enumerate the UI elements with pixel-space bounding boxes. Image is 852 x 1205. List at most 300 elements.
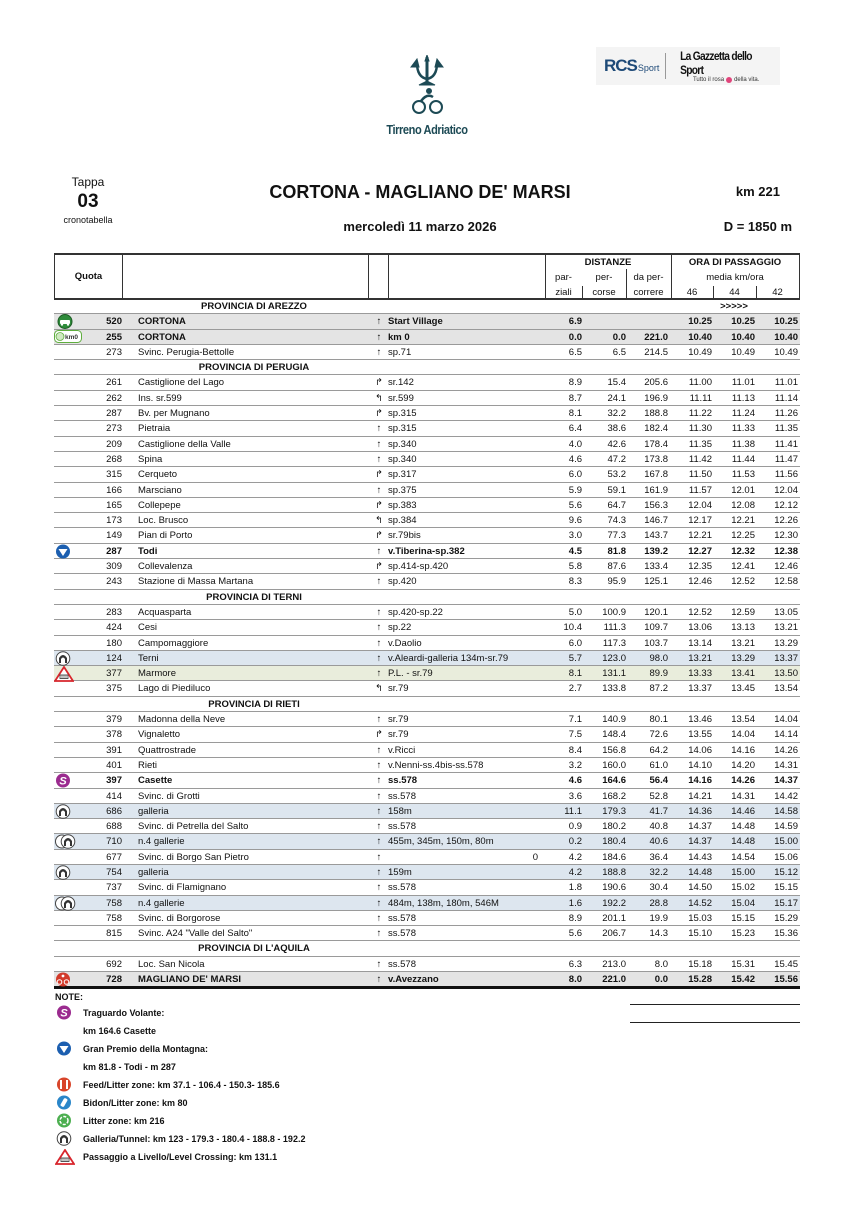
road-name: v.Ricci [388,744,416,756]
location-name: Svinc. di Borgo San Pietro [138,851,249,863]
altitude: 173 [106,515,122,527]
distance-remaining: 40.8 [649,821,668,833]
time-46kmh: 14.48 [688,866,712,878]
table-row [54,681,800,696]
distance-covered: 87.6 [607,561,626,573]
note-text: Feed/Litter zone: km 37.1 - 106.4 - 150.3- 185.6 [83,1080,280,1090]
location-name: Svinc. Perugia-Bettolle [138,346,235,358]
partial-distance: 4.5 [568,545,582,557]
province-name: PROVINCIA DI TERNI [206,591,302,603]
note-item [55,1058,475,1076]
road-name: ss.578 [388,882,416,894]
distance-covered: 15.4 [607,377,626,389]
tappa-label: Tappa [71,175,105,189]
distance-covered: 95.9 [607,576,626,588]
time-46kmh: 12.17 [688,515,712,527]
table-header [54,253,800,300]
road-name: P.L. - sr.79 [388,668,433,680]
time-46kmh: 12.46 [688,576,712,588]
direction-arrow: ↑ [376,637,382,649]
location-name: Loc. Brusco [138,515,189,527]
svg-text:km0: km0 [64,333,79,341]
tunnel-icon [54,651,78,666]
partial-distance: 4.6 [568,453,582,465]
distance-remaining: 196.9 [644,392,668,404]
partial-distance: 5.9 [568,484,582,496]
altitude: 401 [106,759,122,771]
sprint-icon [54,773,78,788]
distance-covered: 148.4 [602,729,626,741]
distance-remaining: 64.2 [649,744,668,756]
time-46kmh: 10.25 [688,316,712,328]
header-media: media km/ora [706,272,764,283]
table-row [54,513,800,528]
distance-covered: 184.6 [602,851,626,863]
level-crossing-icon [54,666,78,681]
distance-remaining: 182.4 [644,423,668,435]
road-name: sp.340 [388,438,417,450]
location-name: Madonna della Neve [138,714,226,726]
altitude: 758 [106,912,122,924]
time-44kmh: 11.38 [731,438,755,450]
time-46kmh: 14.37 [688,821,712,833]
location-name: Spina [138,453,163,465]
distance-remaining: 19.9 [649,912,668,924]
location-name: Marmore [138,668,177,680]
partial-distance: 8.4 [568,744,582,756]
km0-icon [54,330,78,345]
partial-distance: 6.0 [568,469,582,481]
time-46kmh: 13.14 [688,637,712,649]
tagline-left: Tutto il rosa [692,77,725,83]
partial-distance: 8.9 [568,912,582,924]
table-row [54,375,800,390]
partial-distance: 8.1 [568,668,582,680]
road-name: sp.384 [388,515,417,527]
road-name: sp.315 [388,408,417,420]
time-42kmh: 15.17 [774,897,798,909]
partial-distance: 4.6 [568,775,582,787]
distance-remaining: 80.1 [649,714,668,726]
distance-remaining: 178.4 [644,438,668,450]
time-42kmh: 11.01 [774,377,798,389]
distance-remaining: 205.6 [644,377,668,389]
distance-covered: 77.3 [607,530,626,542]
distance-covered: 133.8 [602,683,626,695]
table-row [54,896,800,911]
stage-distance: km 221 [735,184,780,199]
time-46kmh: 13.33 [688,668,712,680]
time-44kmh: 12.01 [731,484,755,496]
time-44kmh: 12.59 [731,606,755,618]
note-item [55,1004,475,1022]
partial-distance: 0.2 [568,836,582,848]
road-name: 158m [388,805,412,817]
altitude: 243 [106,576,122,588]
distance-covered: 74.3 [607,515,626,527]
road-name: sp.315 [388,423,417,435]
distance-covered: 179.3 [602,805,626,817]
partial-distance: 10.4 [563,622,582,634]
location-name: galleria [138,866,169,878]
distance-covered: 81.8 [607,545,626,557]
table-row [54,330,800,345]
svg-text:S: S [60,1007,68,1020]
distance-covered: 192.2 [602,897,626,909]
note-item [55,1130,475,1148]
time-46kmh: 12.04 [688,499,712,511]
location-name: Quattrostrade [138,744,197,756]
road-name: sr.599 [388,392,414,404]
location-name: Svinc. A24 "Valle del Salto" [138,928,253,940]
distance-remaining: 125.1 [644,576,668,588]
direction-arrow: ↑ [376,851,382,863]
direction-arrow: ↑ [376,912,382,924]
pink-dot-icon [726,77,732,83]
time-42kmh: 15.00 [774,836,798,848]
altitude: 686 [106,805,122,817]
time-44kmh: 11.33 [731,423,755,435]
province-header [54,697,800,712]
table-row [54,972,800,989]
time-46kmh: 12.21 [688,530,712,542]
distance-covered: 180.2 [602,821,626,833]
time-46kmh: 11.11 [689,392,712,404]
table-row [54,544,800,559]
table-row [54,345,800,360]
time-42kmh: 11.47 [774,453,798,465]
road-name: sp.420 [388,576,417,588]
direction-arrow: ↑ [376,882,382,894]
distance-covered: 201.1 [602,912,626,924]
time-46kmh: 14.21 [688,790,712,802]
altitude: 378 [106,729,122,741]
direction-arrow: ↑ [376,714,382,726]
time-42kmh: 11.41 [774,438,798,450]
altitude: 273 [106,423,122,435]
time-42kmh: 14.31 [774,759,798,771]
partial-distance: 7.1 [568,714,582,726]
partial-distance: 3.6 [568,790,582,802]
road-name: Start Village [388,316,443,328]
distance-covered: 0.0 [612,331,626,343]
altitude: 710 [106,836,122,848]
race-logo-text: Tirreno Adriatico [386,122,468,137]
road-name: sp.414-sp.420 [388,561,449,573]
location-name: Loc. San Nicola [138,958,205,970]
stage-date: mercoledì 11 marzo 2026 [343,219,497,234]
road-name: sr.79 [388,683,409,695]
header-ora-passaggio: ORA DI PASSAGGIO [688,257,782,268]
note-item [55,1076,475,1094]
direction-arrow: ↑ [376,331,382,343]
road-name: ss.578 [388,821,416,833]
trident-cyclist-icon [405,55,449,115]
road-name: sr.142 [388,377,414,389]
table-row [54,666,800,681]
direction-arrow: ↑ [376,346,382,358]
road-name: ss.578 [388,958,416,970]
time-44kmh: 12.21 [731,515,755,527]
partial-distance: 3.0 [568,530,582,542]
distance-covered: 180.4 [602,836,626,848]
tunnel-icon [54,804,78,819]
altitude: 758 [106,897,122,909]
distance-covered: 188.8 [602,866,626,878]
direction-arrow: ↑ [376,897,382,909]
time-42kmh: 13.21 [774,622,798,634]
location-name: Pietraia [138,423,171,435]
location-name: Svinc. di Flamignano [138,882,227,894]
note-text: km 164.6 Casette [83,1026,157,1036]
location-name: Collevalenza [138,561,193,573]
time-42kmh: 11.26 [774,408,798,420]
table-row [54,483,800,498]
time-46kmh: 14.43 [688,851,712,863]
partial-distance: 11.1 [564,805,582,817]
time-42kmh: 13.29 [774,637,798,649]
province-name: PROVINCIA DI PERUGIA [198,362,310,374]
location-name: Lago di Piediluco [138,683,211,695]
time-44kmh: 11.24 [731,408,755,420]
table-row [54,574,800,589]
direction-arrow: ↑ [376,316,382,328]
distance-covered: 206.7 [602,928,626,940]
time-42kmh: 14.59 [774,821,798,833]
table-row [54,727,800,742]
time-42kmh: 11.35 [774,423,798,435]
partial-distance: 0.9 [568,821,582,833]
distance-covered: 123.0 [602,652,626,664]
rcs-text: RCS [604,56,637,75]
direction-arrow: ↑ [376,759,382,771]
direction-arrow: ↱ [375,377,383,389]
distance-remaining: 56.4 [649,775,668,787]
direction-arrow: ↰ [375,683,383,695]
time-42kmh: 13.05 [774,606,798,618]
location-name: Rieti [138,759,158,771]
time-46kmh: 14.36 [688,805,712,817]
distance-covered: 156.8 [602,744,626,756]
distance-remaining: 146.7 [644,515,668,527]
table-row [54,880,800,895]
distance-covered: 190.6 [602,882,626,894]
location-name: Bv. per Mugnano [138,408,210,420]
distance-remaining: 188.8 [644,408,668,420]
altitude: 273 [106,346,122,358]
time-42kmh: 15.45 [774,958,798,970]
time-42kmh: 11.56 [774,469,798,481]
distance-remaining: 41.7 [649,805,668,817]
location-name: Todi [138,545,158,557]
road-name: km 0 [388,331,410,343]
signature-line [630,1004,800,1005]
distance-remaining: 61.0 [649,759,668,771]
distance-remaining: 120.1 [644,606,668,618]
road-name: sp.420-sp.22 [388,606,443,618]
distance-covered: 100.9 [602,606,626,618]
road-name: v.Nenni-ss.4bis-ss.578 [388,759,484,771]
location-name: Cesi [138,622,158,634]
table-row [54,804,800,819]
time-46kmh: 14.06 [688,744,712,756]
time-42kmh: 14.58 [774,805,798,817]
location-name: Collepepe [138,499,181,511]
partial-distance: 6.3 [568,958,582,970]
partial-distance: 5.0 [568,606,582,618]
time-42kmh: 15.06 [774,851,798,863]
direction-arrow: ↑ [376,821,382,833]
direction-arrow: ↑ [376,744,382,756]
partial-distance: 5.7 [568,652,582,664]
time-46kmh: 11.50 [688,469,712,481]
altitude: 209 [106,438,122,450]
altitude: 754 [106,866,122,878]
time-42kmh: 14.26 [774,744,798,756]
time-42kmh: 12.12 [774,499,798,511]
distance-covered: 6.5 [612,346,626,358]
location-name: Stazione di Massa Martana [138,576,254,588]
notes-section [55,990,475,1166]
distance-covered: 53.2 [607,469,626,481]
table-row [54,911,800,926]
altitude: 165 [106,499,122,511]
time-44kmh: 15.00 [731,866,755,878]
road-name: v.Tiberina-sp.382 [388,545,465,557]
altitude: 424 [106,622,122,634]
time-42kmh: 13.54 [774,683,798,695]
direction-arrow: ↑ [376,622,382,634]
partial-distance: 6.4 [568,423,582,435]
road-name: v.Avezzano [388,974,439,986]
location-name: Campomaggiore [138,637,209,649]
location-name: Cerqueto [138,469,178,481]
time-44kmh: 14.54 [731,851,755,863]
altitude: 692 [106,958,122,970]
road-name: sp.383 [388,499,417,511]
time-46kmh: 11.42 [688,453,712,465]
time-42kmh: 10.25 [774,316,798,328]
time-44kmh: 10.25 [731,316,755,328]
location-name: Castiglione della Valle [138,438,231,450]
time-46kmh: 11.00 [688,377,712,389]
note-text: Passaggio a Livello/Level Crossing: km 131.1 [83,1152,278,1162]
header-speed-44: 44 [729,287,740,298]
time-44kmh: 11.13 [731,392,755,404]
table-row [54,834,800,849]
altitude: 315 [106,469,122,481]
time-44kmh: 12.52 [731,576,755,588]
altitude: 391 [106,744,122,756]
stage-title: CORTONA - MAGLIANO DE' MARSI [269,182,571,202]
partial-distance: 9.6 [568,515,582,527]
extra-value: 0 [532,851,538,863]
note-item [55,1022,475,1040]
table-row [54,651,800,666]
direction-arrow: ↑ [376,928,382,940]
time-44kmh: 15.04 [731,897,755,909]
time-46kmh: 15.10 [688,928,712,940]
time-42kmh: 13.37 [774,652,798,664]
road-name: 159m [388,866,412,878]
altitude: 255 [106,331,122,343]
note-item [55,1112,475,1130]
header-distanze: DISTANZE [584,257,632,268]
direction-arrow: ↱ [375,469,383,481]
race-logo [372,55,482,140]
partial-distance: 6.9 [568,316,582,328]
location-name: Svinc. di Grotti [138,790,200,802]
road-name: sr.79 [388,714,409,726]
distance-covered: 24.1 [607,392,626,404]
direction-arrow: ↑ [376,790,382,802]
time-42kmh: 15.29 [774,912,798,924]
location-name: MAGLIANO DE' MARSI [138,974,242,986]
distance-remaining: 221.0 [644,331,668,343]
rcs-sport-text: Sport [637,63,660,73]
province-header [54,941,800,956]
direction-arrow: ↑ [376,668,382,680]
partial-distance: 5.8 [568,561,582,573]
time-44kmh: 13.29 [731,652,755,664]
time-44kmh: 11.53 [731,469,755,481]
partial-distance: 8.7 [568,392,582,404]
altitude: 124 [106,652,122,664]
table-row [54,789,800,804]
time-44kmh: 12.25 [731,530,755,542]
distance-remaining: 8.0 [654,958,668,970]
time-46kmh: 14.10 [688,759,712,771]
table-row [54,314,800,329]
altitude: 180 [106,637,122,649]
location-name: Ins. sr.599 [138,392,182,404]
table-row [54,957,800,972]
distance-covered: 140.9 [602,714,626,726]
time-44kmh: 14.48 [731,836,755,848]
table-row [54,467,800,482]
header-speed-42: 42 [772,287,783,298]
time-44kmh: 13.21 [731,637,755,649]
altitude: 728 [106,974,122,986]
direction-arrow: ↑ [376,958,382,970]
header-quota: Quota [74,271,103,282]
road-name: 484m, 138m, 180m, 546M [388,897,499,909]
location-name: Casette [138,775,173,787]
altitude: 677 [106,851,122,863]
partial-distance: 5.6 [568,499,582,511]
altitude: 262 [106,392,122,404]
multiple-tunnels-icon [54,896,78,911]
tunnel-icon [54,865,78,880]
table-row [54,620,800,635]
road-name: ss.578 [388,928,416,940]
altitude: 166 [106,484,122,496]
partial-distance: 4.0 [568,438,582,450]
note-text: Litter zone: km 216 [83,1116,165,1126]
location-name: Marsciano [138,484,182,496]
gazzetta-logo [672,49,780,83]
distance-covered: 59.1 [607,484,626,496]
location-name: CORTONA [138,316,186,328]
table-row [54,406,800,421]
distance-remaining: 0.0 [654,974,668,986]
time-44kmh: 15.15 [731,912,755,924]
time-46kmh: 11.22 [688,408,712,420]
altitude: 414 [106,790,122,802]
time-44kmh: 12.08 [731,499,755,511]
time-44kmh: 13.54 [731,714,755,726]
time-42kmh: 10.49 [774,346,798,358]
